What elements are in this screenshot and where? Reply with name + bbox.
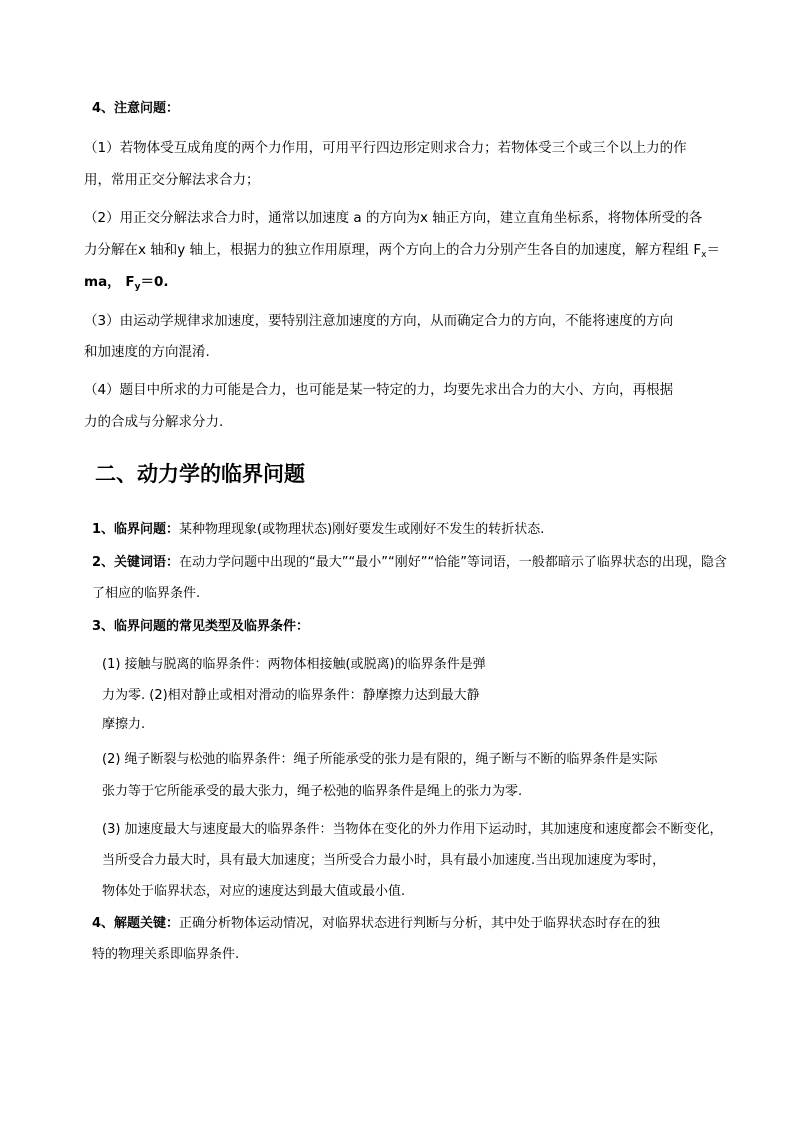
condition-1-line-1: (1) 接触与脱离的临界条件：两物体相接触(或脱离)的临界条件是弹 (102, 657, 486, 672)
item-4-text: 正确分析物体运动情况，对临界状态进行判断与分析，其中处于临界状态时存在的独 (179, 916, 661, 931)
note-3-line-1: （3）由运动学规律求加速度，要特别注意加速度的方向，从而确定合力的方向，不能将速度的方向 (84, 313, 674, 329)
item-2-line-1 (92, 553, 727, 573)
note-4-line-1: （4）题目中所求的力可能是合力，也可能是某一特定的力，均要先求出合力的大小、方向，再根据 (84, 382, 674, 398)
section-heading-notes: 4、注意问题： (92, 101, 180, 116)
note-4-line-2: 力的合成与分解求分力. (84, 414, 224, 430)
note-1-line-1: （1）若物体受互成角度的两个力作用，可用平行四边形定则求合力；若物体受三个或三个以上力的作 (84, 140, 687, 156)
item-1 (92, 520, 544, 540)
item-4-line-2: 特的物理关系即临界条件. (92, 947, 240, 962)
item-4-label: 4、解题关键： (92, 916, 180, 931)
item-4-line-1 (92, 914, 660, 934)
note-2-line-2: 力分解在x 轴和y 轴上，根据力的独立作用原理，两个方向上的合力分别产生各自的加速度，解方程组 $F_x=$ (84, 242, 720, 260)
note-3-line-2: 和加速度的方向混淆. (84, 344, 210, 360)
condition-3-line-1: (3) 加速度最大与速度最大的临界条件：当物体在变化的外力作用下运动时，其加速度和速度都会不断变化， (102, 822, 723, 837)
condition-3-line-3: 物体处于临界状态，对应的速度达到最大值或最小值. (102, 884, 406, 899)
note-2-line-3: ma， $F_y=0$. (84, 274, 169, 292)
section-title: 二、动力学的临界问题 (95, 462, 305, 486)
item-1-text: 某种物理现象(或物理状态)刚好要发生或刚好不发生的转折状态. (179, 522, 545, 537)
item-2-line-2: 了相应的临界条件. (92, 586, 201, 601)
item-2-label: 2、关键词语： (92, 555, 180, 570)
condition-3-line-2: 当所受合力最大时，具有最大加速度；当所受合力最小时，具有最小加速度.当出现加速度为零时， (102, 853, 666, 868)
item-3-heading: 3、临界问题的常见类型及临界条件： (92, 619, 310, 634)
condition-1-line-2: 力为零. (2)相对静止或相对滑动的临界条件：静摩擦力达到最大静 (102, 688, 480, 703)
condition-2-line-1: (2) 绳子断裂与松弛的临界条件：绳子所能承受的张力是有限的，绳子断与不断的临界条件是实际 (102, 752, 658, 767)
note-2-line-1: （2）用正交分解法求合力时，通常以加速度 a 的方向为x 轴正方向，建立直角坐标系，将物体所受的各 (84, 210, 703, 226)
item-2-text: 在动力学问题中出现的“最大”“最小”“刚好”“恰能”等词语，一般都暗示了临界状态的出现，隐含 (179, 555, 727, 570)
item-1-label: 1、临界问题： (92, 522, 180, 537)
note-1-line-2: 用，常用正交分解法求合力； (84, 172, 260, 188)
condition-2-line-2: 张力等于它所能承受的最大张力，绳子松弛的临界条件是绳上的张力为零. (102, 784, 523, 799)
condition-1-line-3: 摩擦力. (102, 717, 146, 732)
